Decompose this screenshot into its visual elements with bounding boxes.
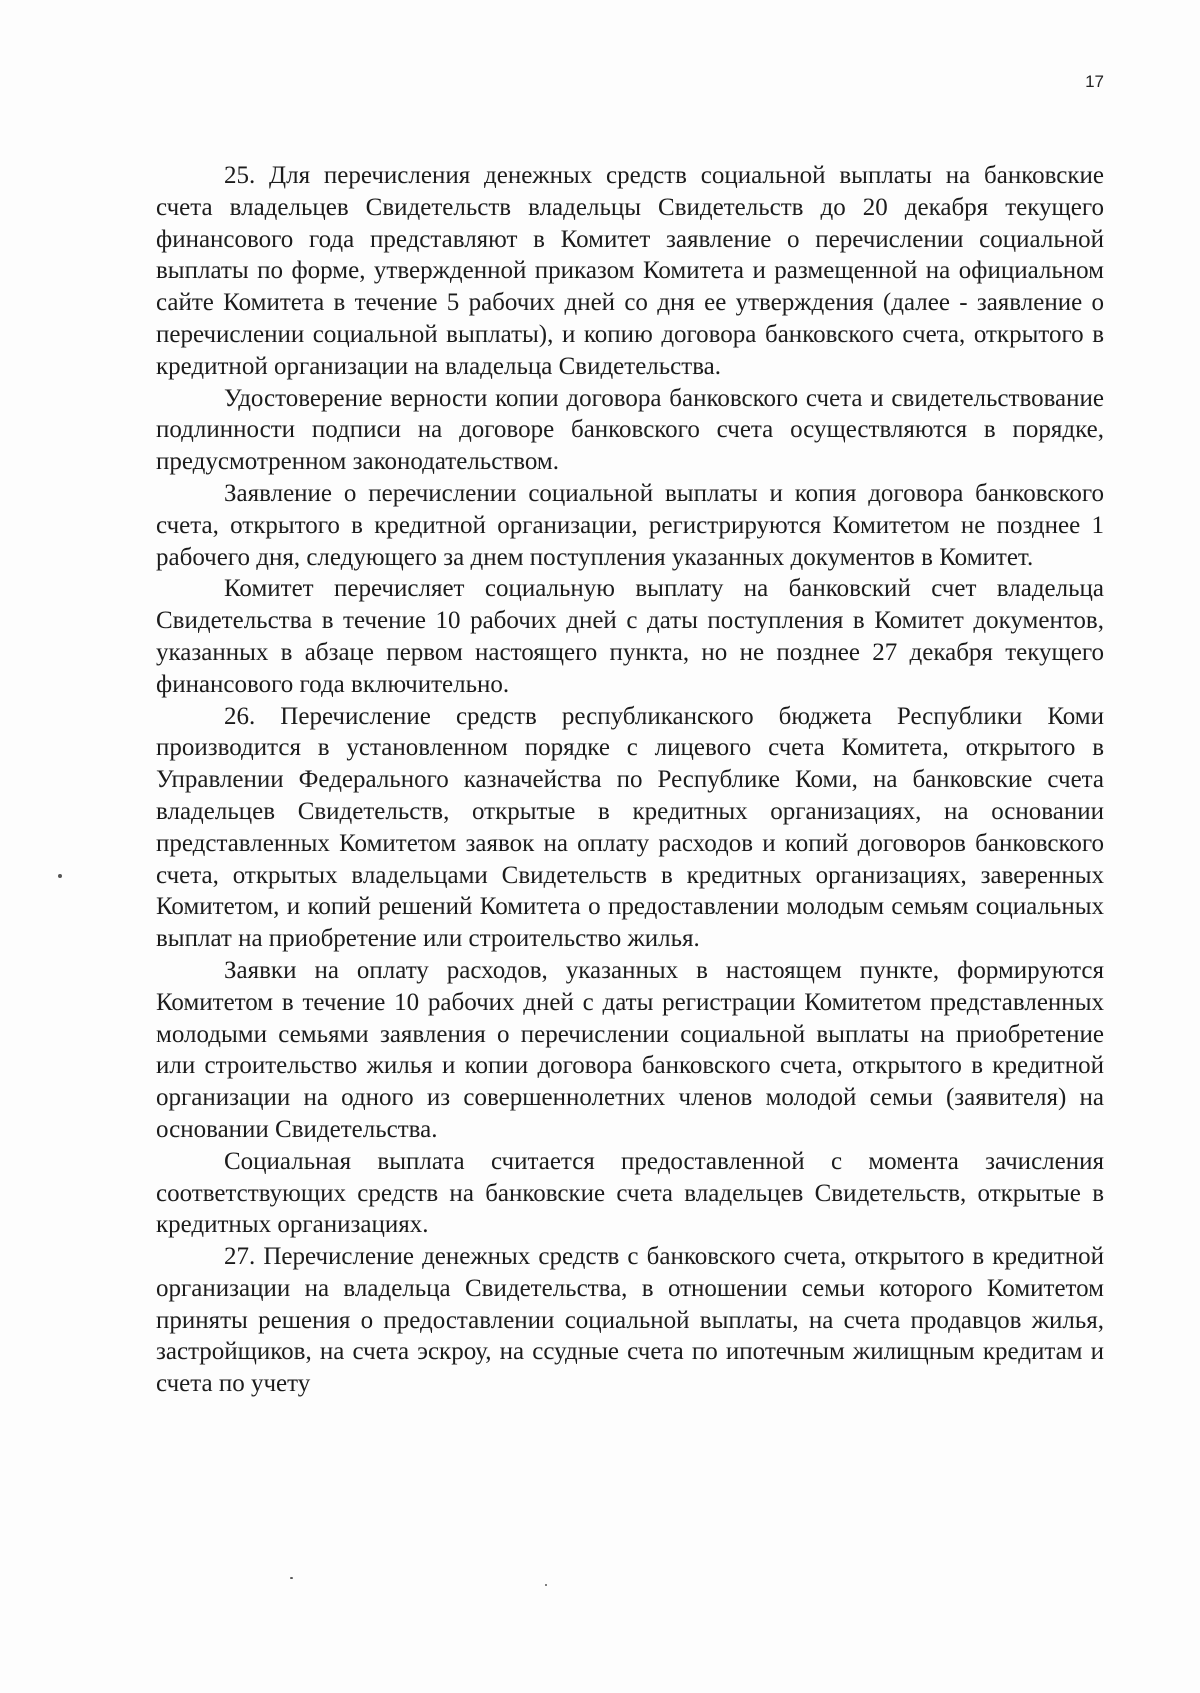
scan-speck [545,1584,547,1586]
paragraph: Комитет перечисляет социальную выплату на банковский счет владельца Свидетельства в течение 10 рабочих дней с даты поступления в Комитет документов, указанных в абзаце первом настоящего пункта, но не позднее 27 декабря текущего финансового года включительно. [156,575,1104,698]
scan-speck [290,1577,293,1579]
paragraph: 27. Перечисление денежных средств с банковского счета, открытого в кредитной организации на владельца Свидетельства, в отношении семьи которого Комитетом приняты решения о предоставлении социальной выплаты, на счета продавцов жилья, застройщиков, на счета эскроу, на ссудные счета по ипотечным жилищным кредитам и счета по учету [156,1243,1104,1398]
paragraph: 26. Перечисление средств республиканского бюджета Республики Коми производится в установленном порядке с лицевого счета Комитета, открытого в Управлении Федерального казначейства по Республике Коми, на банковские счета владельцев Свидетельств, открытые в кредитных организациях, на основании представленных Комитетом заявок на оплату расходов и копий договоров банковского счета, открытых владельцами Свидетельств в кредитных организациях, заверенных Комитетом, и копий решений Комитета о предоставлении молодым семьям социальных выплат на приобретение или строительство жилья. [156,702,1104,953]
document-body [156,160,1104,1400]
page-number: 17 [1085,72,1104,91]
paragraph: Заявление о перечислении социальной выплаты и копия договора банковского счета, открытого в кредитной организации, регистрируются Комитетом не позднее 1 рабочего дня, следующего за днем поступления указанных документов в Комитет. [156,479,1104,571]
paragraph: Удостоверение верности копии договора банковского счета и свидетельствование подлинности подписи на договоре банковского счета осуществляются в порядке, предусмотренном законодательством. [156,384,1104,476]
paragraph: Социальная выплата считается предоставленной с момента зачисления соответствующих средств на банковские счета владельцев Свидетельств, открытые в кредитных организациях. [156,1147,1104,1239]
paragraph: 25. Для перечисления денежных средств социальной выплаты на банковские счета владельцев Свидетельств владельцы Свидетельств до 20 декабря текущего финансового года представляют в Комитет заявление о перечислении социальной выплаты по форме, утвержденной приказом Комитета и размещенной на официальном сайте Комитета в течение 5 рабочих дней со дня ее утверждения (далее - заявление о перечислении социальной выплаты), и копию договора банковского счета, открытого в кредитной организации на владельца Свидетельства. [156,162,1104,380]
scan-speck [58,874,62,878]
paragraph: Заявки на оплату расходов, указанных в настоящем пункте, формируются Комитетом в течение 10 рабочих дней с даты регистрации Комитетом представленных молодыми семьями заявления о перечислении социальной выплаты на приобретение или строительство жилья и копии договора банковского счета, открытого в кредитной организации на одного из совершеннолетних членов молодой семьи (заявителя) на основании Свидетельства. [156,956,1104,1143]
